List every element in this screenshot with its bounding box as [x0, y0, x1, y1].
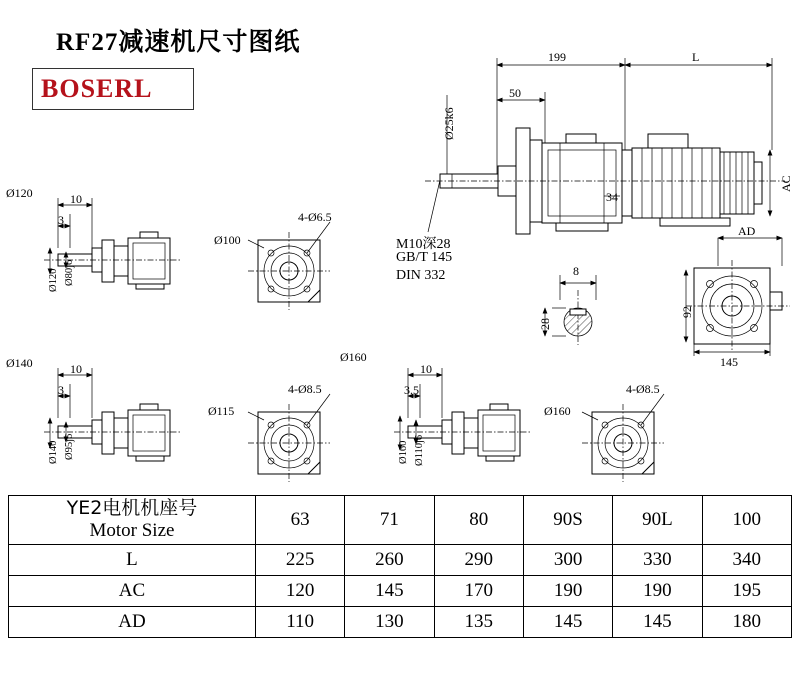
variant-160-front-view: [582, 394, 664, 482]
pcd-160-label: Ø160: [544, 404, 571, 418]
dim-34-label: 34: [606, 190, 618, 204]
thread-note-line2: GB/T 145: [396, 250, 453, 265]
AC-label: AC: [779, 175, 793, 192]
page-title: RF27减速机尺寸图纸: [56, 29, 301, 56]
cell-AC-100: 195: [702, 575, 791, 606]
dim-10-label-140: 10: [70, 362, 82, 376]
dim-92-label: 92: [680, 306, 694, 318]
cell-AC-90S: 190: [523, 575, 612, 606]
outer-160-label: Ø160: [340, 350, 367, 364]
table-col-90L: 90L: [613, 496, 702, 545]
cell-L-63: 225: [255, 544, 344, 575]
outer-120-label: Ø120: [6, 186, 33, 200]
table-col-100: 100: [702, 496, 791, 545]
cell-AC-63: 120: [255, 575, 344, 606]
cell-AD-63: 110: [255, 606, 344, 637]
dim-10-label-160: 10: [420, 362, 432, 376]
table-col-90S: 90S: [523, 496, 612, 545]
holes-85-label-140: 4-Ø8.5: [288, 382, 322, 396]
cell-AC-71: 145: [345, 575, 434, 606]
cell-AC-90L: 190: [613, 575, 702, 606]
row-label-AC: AC: [9, 575, 256, 606]
cell-L-90L: 330: [613, 544, 702, 575]
dim-35-label-160: 3.5: [404, 383, 419, 397]
dim-3-label-120: 3: [58, 213, 64, 227]
table-header-label: [9, 496, 256, 545]
dim-L-label: L: [692, 50, 700, 64]
row-label-L: L: [9, 544, 256, 575]
flange-dia-label-140: Ø140: [48, 440, 59, 464]
header-label-en: Motor Size: [89, 519, 175, 541]
table-header-row: [9, 496, 792, 545]
cell-L-90S: 300: [523, 544, 612, 575]
cell-L-71: 260: [345, 544, 434, 575]
dim-50-label: 50: [509, 86, 521, 100]
cell-L-80: 290: [434, 544, 523, 575]
header-label-cn: YE2电机机座号: [66, 497, 198, 519]
cell-AC-80: 170: [434, 575, 523, 606]
key-length-label: 28: [538, 318, 552, 330]
bore-dia-label-140: Ø95j6: [64, 433, 75, 460]
dim-199-label: 199: [548, 50, 566, 64]
logo-text: BOSERL: [41, 74, 153, 103]
shaft-dia-label: Ø25k6: [442, 107, 456, 140]
variant-120-front-view: [248, 222, 330, 310]
table-col-71: 71: [345, 496, 434, 545]
main-assembly-view: [425, 58, 785, 234]
bore-dia-label-120: Ø80j6: [64, 259, 75, 286]
table-row: [9, 606, 792, 637]
AD-label: AD: [738, 224, 756, 238]
table-row: [9, 575, 792, 606]
motor-size-table: [8, 495, 792, 638]
cell-AD-71: 130: [345, 606, 434, 637]
table-col-80: 80: [434, 496, 523, 545]
flange-dia-label-120: Ø120: [48, 268, 59, 292]
holes-65-label: 4-Ø6.5: [298, 210, 332, 224]
thread-note-line1: M10深28: [396, 237, 451, 252]
bore-dia-label-160: Ø110j6: [414, 434, 425, 466]
key-section-detail: [545, 275, 596, 345]
flange-dia-label-160: Ø160: [398, 440, 409, 464]
row-label-AD: AD: [9, 606, 256, 637]
cell-AD-90S: 145: [523, 606, 612, 637]
pcd-115-label: Ø115: [208, 404, 235, 418]
thread-note-line3: DIN 332: [396, 268, 446, 283]
holes-85-label-160: 4-Ø8.5: [626, 382, 660, 396]
table-row: [9, 544, 792, 575]
cell-AD-100: 180: [702, 606, 791, 637]
dim-3-label-140: 3: [58, 383, 64, 397]
dim-10-label-120: 10: [70, 192, 82, 206]
cell-AD-90L: 145: [613, 606, 702, 637]
cell-AD-80: 135: [434, 606, 523, 637]
table-col-63: 63: [255, 496, 344, 545]
pcd-100-label: Ø100: [214, 233, 241, 247]
outer-140-label: Ø140: [6, 356, 33, 370]
key-width-label: 8: [573, 264, 579, 278]
right-flange-front-view: [686, 238, 790, 356]
variant-140-front-view: [248, 394, 330, 482]
cell-L-100: 340: [702, 544, 791, 575]
dim-145-label: 145: [720, 355, 738, 369]
